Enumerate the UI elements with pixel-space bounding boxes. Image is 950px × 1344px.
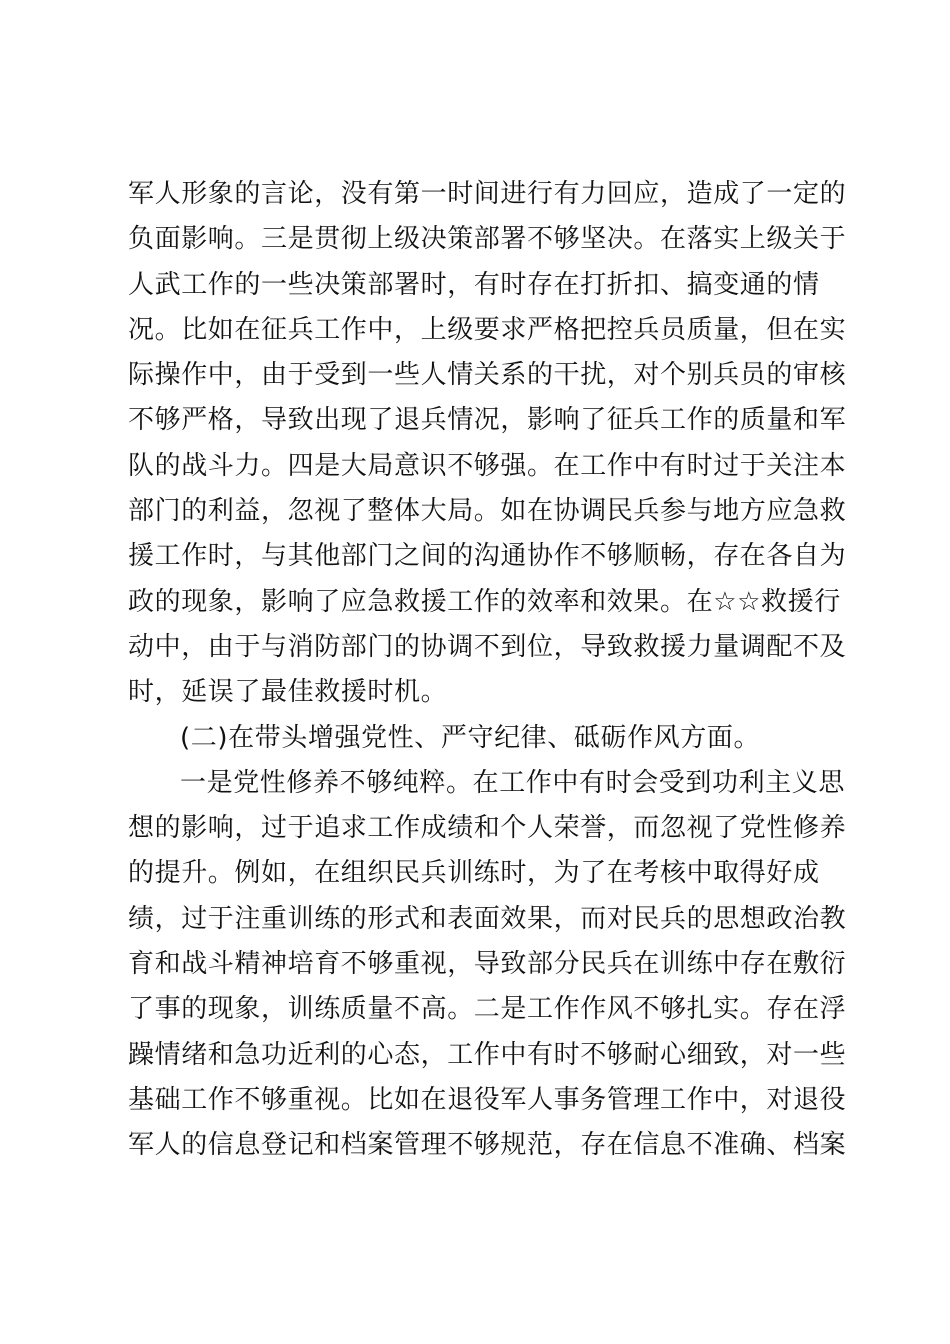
text-line: 负面影响。三是贯彻上级决策部署不够坚决。在落实上级关于 (128, 224, 847, 255)
text-line: 了事的现象，训练质量不高。二是工作作风不够扎实。存在浮 (128, 994, 847, 1025)
text-line: 部门的利益，忽视了整体大局。如在协调民兵参与地方应急救 (128, 496, 847, 527)
text-line: 时，延误了最佳救援时机。 (128, 677, 448, 708)
text-line: 想的影响，过于追求工作成绩和个人荣誉，而忽视了党性修养 (128, 813, 847, 844)
section-heading: (二)在带头增强党性、严守纪律、砥砺作风方面。 (180, 722, 761, 753)
text-line: 军人形象的言论，没有第一时间进行有力回应，造成了一定的 (128, 179, 847, 209)
text-line: 人武工作的一些决策部署时，有时存在打折扣、搞变通的情 (128, 269, 820, 300)
text-line: 动中，由于与消防部门的协调不到位，导致救援力量调配不及 (128, 631, 847, 662)
text-line: 基础工作不够重视。比如在退役军人事务管理工作中，对退役 (128, 1084, 847, 1115)
paragraph-first-line: 一是党性修养不够纯粹。在工作中有时会受到功利主义思 (180, 767, 846, 798)
text-line: 队的战斗力。四是大局意识不够强。在工作中有时过于关注本 (128, 450, 847, 481)
text-line: 绩，过于注重训练的形式和表面效果，而对民兵的思想政治教 (128, 903, 847, 934)
text-line: 育和战斗精神培育不够重视，导致部分民兵在训练中存在敷衍 (128, 949, 847, 980)
text-line: 躁情绪和急功近利的心态，工作中有时不够耐心细致，对一些 (128, 1039, 847, 1070)
text-line: 况。比如在征兵工作中，上级要求严格把控兵员质量，但在实 (128, 314, 847, 345)
text-line: 军人的信息登记和档案管理不够规范，存在信息不准确、档案 (128, 1130, 847, 1161)
document-body (128, 172, 847, 1169)
text-line: 政的现象，影响了应急救援工作的效率和效果。在☆☆救援行 (128, 586, 841, 617)
text-line: 不够严格，导致出现了退兵情况，影响了征兵工作的质量和军 (128, 405, 847, 436)
text-line: 的提升。例如，在组织民兵训练时，为了在考核中取得好成 (128, 858, 820, 889)
text-line: 援工作时，与其他部门之间的沟通协作不够顺畅，存在各自为 (128, 541, 847, 572)
text-line: 际操作中，由于受到一些人情关系的干扰，对个别兵员的审核 (128, 360, 847, 391)
